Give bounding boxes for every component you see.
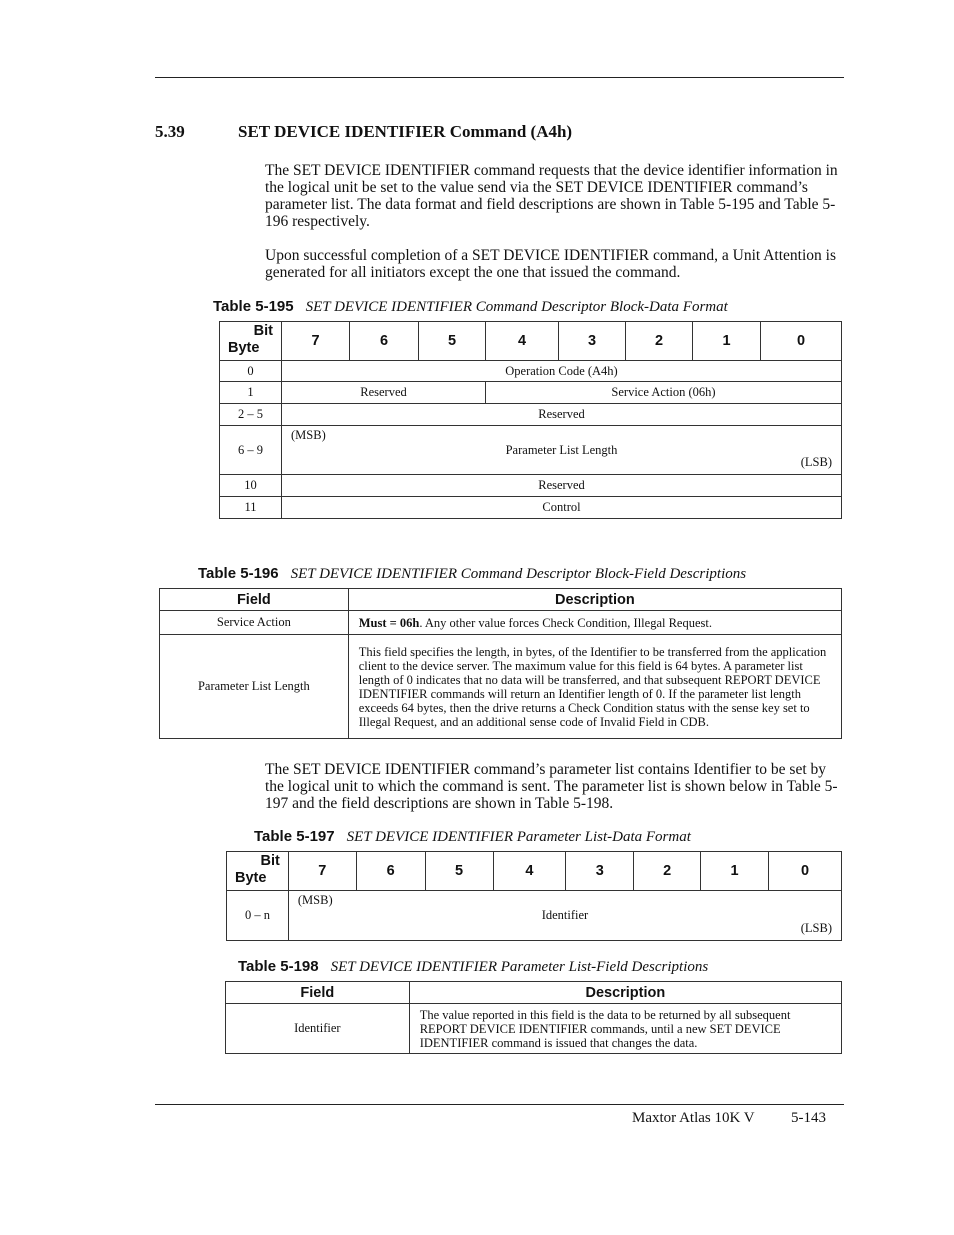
- table-row: [220, 426, 842, 475]
- table-195-cdb-format: [219, 321, 842, 519]
- field-cell: Identifier: [226, 1004, 410, 1054]
- paragraph-unit-attention: Upon successful completion of a SET DEVICE IDENTIFIER command, a Unit Attention is generated for all initiators except the one that issued the command.: [265, 247, 836, 281]
- operation-code-cell: Operation Code (A4h): [282, 361, 842, 382]
- msb-label: (MSB): [297, 893, 333, 907]
- bit-7-header: 7: [282, 322, 350, 361]
- table-198-label: Table 5-198: [238, 958, 319, 975]
- footer-product: Maxtor Atlas 10K V: [632, 1110, 755, 1126]
- table-row: [160, 611, 842, 635]
- description-header: Description: [409, 982, 841, 1004]
- bit-6-header: 6: [350, 322, 419, 361]
- table-row: [220, 404, 842, 426]
- lsb-label: (LSB): [800, 921, 832, 935]
- bit-byte-header: [220, 322, 282, 361]
- description-cell: This field specifies the length, in bytes, of the Identifier to be transferred from the application client to the device server. The maximum value for this field is 64 bytes. A parameter list length of 0 indicates that no data will be transferred, and that subsequent REPORT DEVICE IDENTIFIER commands will return an Identifier length of 0. If the parameter list length exceeds 64 bytes, then the drive returns a Check Condition status with the sense key set to Illegal Request, and an additional sense code of Invalid Field in CDB.: [348, 635, 841, 739]
- section-title: SET DEVICE IDENTIFIER Command (A4h): [238, 122, 573, 141]
- bit-7-header: 7: [288, 852, 356, 891]
- bit-1-header: 1: [701, 852, 769, 891]
- bit-0-header: 0: [761, 322, 842, 361]
- bit-label: Bit: [260, 853, 280, 869]
- lsb-label: (LSB): [800, 455, 832, 469]
- bit-5-header: 5: [425, 852, 493, 891]
- bit-3-header: 3: [559, 322, 626, 361]
- table-197-header-row: [227, 852, 842, 891]
- bit-0-header: 0: [769, 852, 842, 891]
- table-198-title: SET DEVICE IDENTIFIER Parameter List-Field Descriptions: [330, 959, 709, 975]
- table-195-label: Table 5-195: [213, 298, 294, 315]
- identifier-label: Identifier: [541, 908, 589, 922]
- byte-cell: 10: [220, 475, 282, 497]
- table-196-field-descriptions: [159, 588, 842, 739]
- table-197-title: SET DEVICE IDENTIFIER Parameter List-Data Format: [346, 829, 691, 845]
- table-197-caption: [254, 828, 691, 846]
- paragraph-intro: The SET DEVICE IDENTIFIER command requests that the device identifier information in the logical unit be set to the value send via the SET DEVICE IDENTIFIER command’s parameter list. The data format and field descriptions are shown in Table 5-195 and Table 5-196 respectively.: [265, 162, 838, 230]
- table-196-caption: [198, 565, 746, 583]
- table-196-title: SET DEVICE IDENTIFIER Command Descriptor Block-Field Descriptions: [290, 566, 747, 582]
- byte-cell: 11: [220, 497, 282, 519]
- table-row: [160, 635, 842, 739]
- byte-cell: 6 – 9: [220, 426, 282, 475]
- byte-label: Byte: [235, 870, 267, 886]
- msb-label: (MSB): [291, 428, 326, 442]
- reserved-cell: Reserved: [282, 382, 486, 404]
- table-195-caption: [213, 298, 728, 316]
- bit-1-header: 1: [693, 322, 761, 361]
- field-cell: Service Action: [160, 611, 349, 635]
- paragraph-parameter-list: The SET DEVICE IDENTIFIER command’s parameter list contains Identifier to be set by the logical unit to which the command is sent. The parameter list is shown below in Table 5-197 and the field descriptions are shown in Table 5-198.: [265, 761, 838, 812]
- bit-2-header: 2: [634, 852, 701, 891]
- field-header: Field: [226, 982, 410, 1004]
- table-row: [220, 382, 842, 404]
- page-number: 5-143: [791, 1110, 826, 1126]
- table-196-label: Table 5-196: [198, 565, 279, 582]
- table-196-header-row: [160, 589, 842, 611]
- reserved-cell: Reserved: [282, 404, 842, 426]
- byte-label: Byte: [228, 340, 260, 356]
- table-197-label: Table 5-197: [254, 828, 335, 845]
- reserved-cell: Reserved: [282, 475, 842, 497]
- bit-label: Bit: [253, 323, 273, 339]
- table-row: [220, 361, 842, 382]
- bit-5-header: 5: [419, 322, 486, 361]
- table-row: [226, 1004, 842, 1054]
- bit-4-header: 4: [493, 852, 566, 891]
- table-198-caption: [238, 958, 708, 976]
- table-198-field-descriptions: [225, 981, 842, 1054]
- bit-byte-header: [227, 852, 289, 891]
- parameter-list-length-label: Parameter List Length: [505, 442, 618, 457]
- bit-6-header: 6: [356, 852, 425, 891]
- identifier-cell: [288, 891, 841, 941]
- description-header: Description: [348, 589, 841, 611]
- section-number: 5.39: [155, 122, 185, 141]
- table-row: [227, 891, 842, 941]
- description-cell: [348, 611, 841, 635]
- table-197-parameter-list-format: [226, 851, 842, 941]
- description-cell: The value reported in this field is the data to be returned by all subsequent REPORT DEVICE IDENTIFIER commands, until a new SET DEVICE IDENTIFIER command is issued that changes the data.: [409, 1004, 841, 1054]
- table-195-title: SET DEVICE IDENTIFIER Command Descriptor Block-Data Format: [305, 299, 728, 315]
- description-text: . Any other value forces Check Condition, Illegal Request.: [419, 615, 712, 630]
- bit-4-header: 4: [486, 322, 559, 361]
- header-rule: [155, 77, 844, 78]
- byte-cell: 1: [220, 382, 282, 404]
- table-195-header-row: [220, 322, 842, 361]
- control-cell: Control: [282, 497, 842, 519]
- footer-rule: [155, 1104, 844, 1105]
- table-row: [220, 475, 842, 497]
- service-action-cell: Service Action (06h): [486, 382, 842, 404]
- byte-cell: 0: [220, 361, 282, 382]
- byte-cell: 2 – 5: [220, 404, 282, 426]
- table-row: [220, 497, 842, 519]
- bit-3-header: 3: [566, 852, 634, 891]
- table-198-header-row: [226, 982, 842, 1004]
- parameter-list-length-cell: [282, 426, 842, 475]
- must-value-text: Must = 06h: [358, 615, 420, 630]
- bit-2-header: 2: [626, 322, 693, 361]
- field-header: Field: [160, 589, 349, 611]
- byte-cell: 0 – n: [227, 891, 289, 941]
- field-cell: Parameter List Length: [160, 635, 349, 739]
